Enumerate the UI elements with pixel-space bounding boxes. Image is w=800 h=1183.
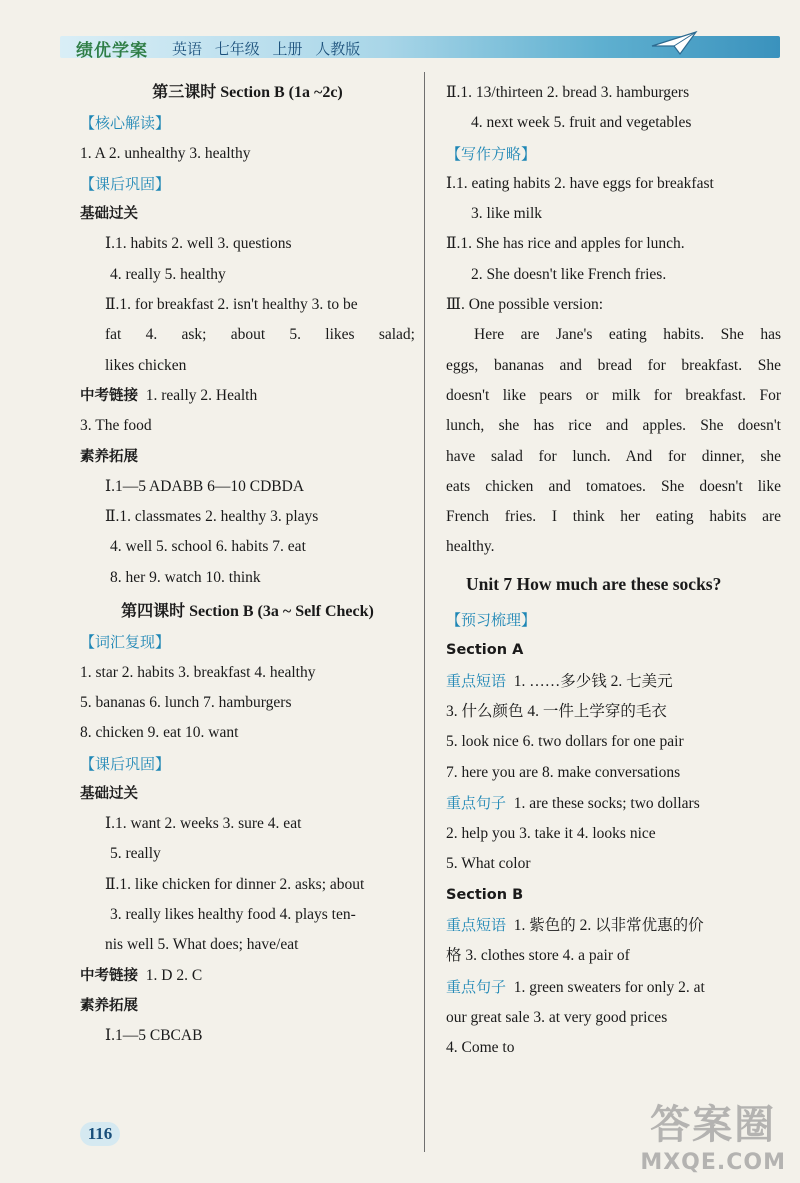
essay-line: doesn't like pears or milk for breakfast. For	[446, 386, 781, 404]
section-kehou: 【课后巩固】	[80, 174, 171, 193]
answer-line: Ⅰ.1—5 ADABB 6—10 CDBDA	[105, 477, 305, 495]
answer-line: Ⅱ.1. like chicken for dinner 2. asks; about	[105, 875, 365, 893]
lesson-4-title: 第四课时 Section B (3a ~ Self Check)	[121, 603, 374, 621]
answer-line: Ⅰ.1. habits 2. well 3. questions	[105, 235, 292, 253]
answer-line: Ⅰ.1. eating habits 2. have eggs for breakfast	[446, 174, 714, 192]
zhongkao-line	[80, 961, 415, 991]
right-column	[446, 78, 781, 1064]
answer-line: nis well 5. What does; have/eat	[105, 936, 299, 954]
answer-line: 5. What color	[446, 855, 531, 873]
answer-line: 3. The food	[80, 417, 152, 435]
key-sentences-label: 重点句子	[446, 977, 507, 996]
key-phrases-label: 重点短语	[446, 671, 507, 690]
section-xiezuo: 【写作方略】	[446, 144, 537, 163]
subhead-jichu: 基础过关	[80, 785, 138, 802]
phrase-line	[446, 910, 781, 941]
subhead-zhongkao: 中考链接	[80, 387, 138, 404]
column-divider	[424, 72, 425, 1152]
essay-line: lunch, she has rice and apples. She doesn't	[446, 417, 781, 435]
section-kehou: 【课后巩固】	[80, 754, 171, 773]
series-logo: 绩优学案	[76, 41, 148, 61]
section-yuxi: 【预习梳理】	[446, 611, 537, 630]
answer-line: 1. star 2. habits 3. breakfast 4. healthy	[80, 663, 316, 681]
subhead-suyang: 素养拓展	[80, 448, 138, 465]
unit-7-title: Unit 7 How much are these socks?	[466, 573, 722, 594]
watermark	[640, 1093, 786, 1175]
answer-text: 1. green sweaters for only 2. at	[513, 978, 705, 996]
answer-line: 8. her 9. watch 10. think	[110, 568, 261, 586]
lesson-3-title: 第三课时 Section B (1a ~2c)	[152, 84, 343, 101]
answer-line: Ⅱ.1. She has rice and apples for lunch.	[446, 235, 685, 253]
section-hexin: 【核心解读】	[80, 114, 171, 133]
key-phrases-label: 重点短语	[446, 916, 507, 935]
answer-text: 1. are these socks; two dollars	[513, 794, 700, 812]
answer-text: 1. 紫色的 2. 以非常优惠的价	[513, 917, 704, 935]
sentence-line	[446, 972, 781, 1003]
essay-line: eats chicken and tomatoes. She doesn't like	[446, 477, 781, 495]
page-header	[0, 28, 800, 62]
answer-line: likes chicken	[105, 356, 187, 374]
section-a-heading: Section A	[446, 642, 524, 659]
answer-line: 4. really 5. healthy	[110, 265, 226, 283]
subhead-suyang: 素养拓展	[80, 997, 138, 1014]
answer-line: 3. really likes healthy food 4. plays ten-	[110, 906, 356, 924]
section-cihui: 【词汇复现】	[80, 633, 171, 652]
essay-line: eggs, bananas and bread for breakfast. She	[446, 356, 781, 374]
answer-line: Ⅱ.1. 13/thirteen 2. bread 3. hamburgers	[446, 84, 690, 101]
zhongkao-line	[80, 381, 415, 411]
essay-line: Here are Jane's eating habits. She has	[474, 326, 781, 344]
answer-line: 7. here you are 8. make conversations	[446, 763, 681, 781]
answer-line: 格 3. clothes store 4. a pair of	[446, 947, 630, 965]
answer-line: 2. help you 3. take it 4. looks nice	[446, 825, 656, 843]
answer-line: 4. Come to	[446, 1039, 515, 1057]
answer-line: 3. like milk	[471, 205, 543, 223]
book-title: 英语 七年级 上册 人教版	[172, 40, 361, 58]
answer-line: our great sale 3. at very good prices	[446, 1008, 668, 1026]
subhead-jichu: 基础过关	[80, 206, 138, 223]
answer-text: 1. D 2. C	[145, 966, 203, 984]
subhead-zhongkao: 中考链接	[80, 967, 138, 984]
phrase-line	[446, 666, 781, 697]
answer-line: 4. next week 5. fruit and vegetables	[471, 114, 692, 132]
watermark-url: MXQE.COM	[640, 1150, 786, 1175]
answer-line: 8. chicken 9. eat 10. want	[80, 724, 239, 742]
answer-line: 3. 什么颜色 4. 一件上学穿的毛衣	[446, 702, 667, 720]
essay-line: French fries. I think her eating habits are	[446, 508, 781, 526]
key-sentences-label: 重点句子	[446, 793, 507, 812]
sentence-line	[446, 788, 781, 819]
answer-line: Ⅰ.1—5 CBCAB	[105, 1027, 203, 1045]
essay-line: have salad for lunch. And for dinner, she	[446, 447, 781, 465]
answer-line: Ⅱ.1. classmates 2. healthy 3. plays	[105, 508, 319, 526]
answer-line: Ⅲ. One possible version:	[446, 296, 604, 314]
answer-line: fat 4. ask; about 5. likes salad;	[105, 326, 415, 344]
answer-line: Ⅱ.1. for breakfast 2. isn't healthy 3. to be	[105, 296, 358, 314]
answer-line: 5. really	[110, 845, 161, 863]
answer-line: 5. look nice 6. two dollars for one pair	[446, 733, 684, 751]
section-b-heading: Section B	[446, 886, 524, 903]
watermark-logo: 答案圈	[650, 1102, 777, 1148]
page-number: 116	[80, 1122, 120, 1146]
paper-plane-icon	[650, 28, 700, 58]
answer-line: 4. well 5. school 6. habits 7. eat	[110, 538, 306, 556]
left-column	[80, 78, 415, 1052]
answer-line: 2. She doesn't like French fries.	[471, 265, 667, 283]
answer-text: 1. really 2. Health	[145, 386, 258, 404]
answer-line: 5. bananas 6. lunch 7. hamburgers	[80, 693, 292, 711]
answer-line: Ⅰ.1. want 2. weeks 3. sure 4. eat	[105, 815, 302, 833]
answer-line: 1. A 2. unhealthy 3. healthy	[80, 144, 251, 162]
essay-line: healthy.	[446, 538, 495, 556]
answer-text: 1. ……多少钱 2. 七美元	[513, 672, 673, 690]
